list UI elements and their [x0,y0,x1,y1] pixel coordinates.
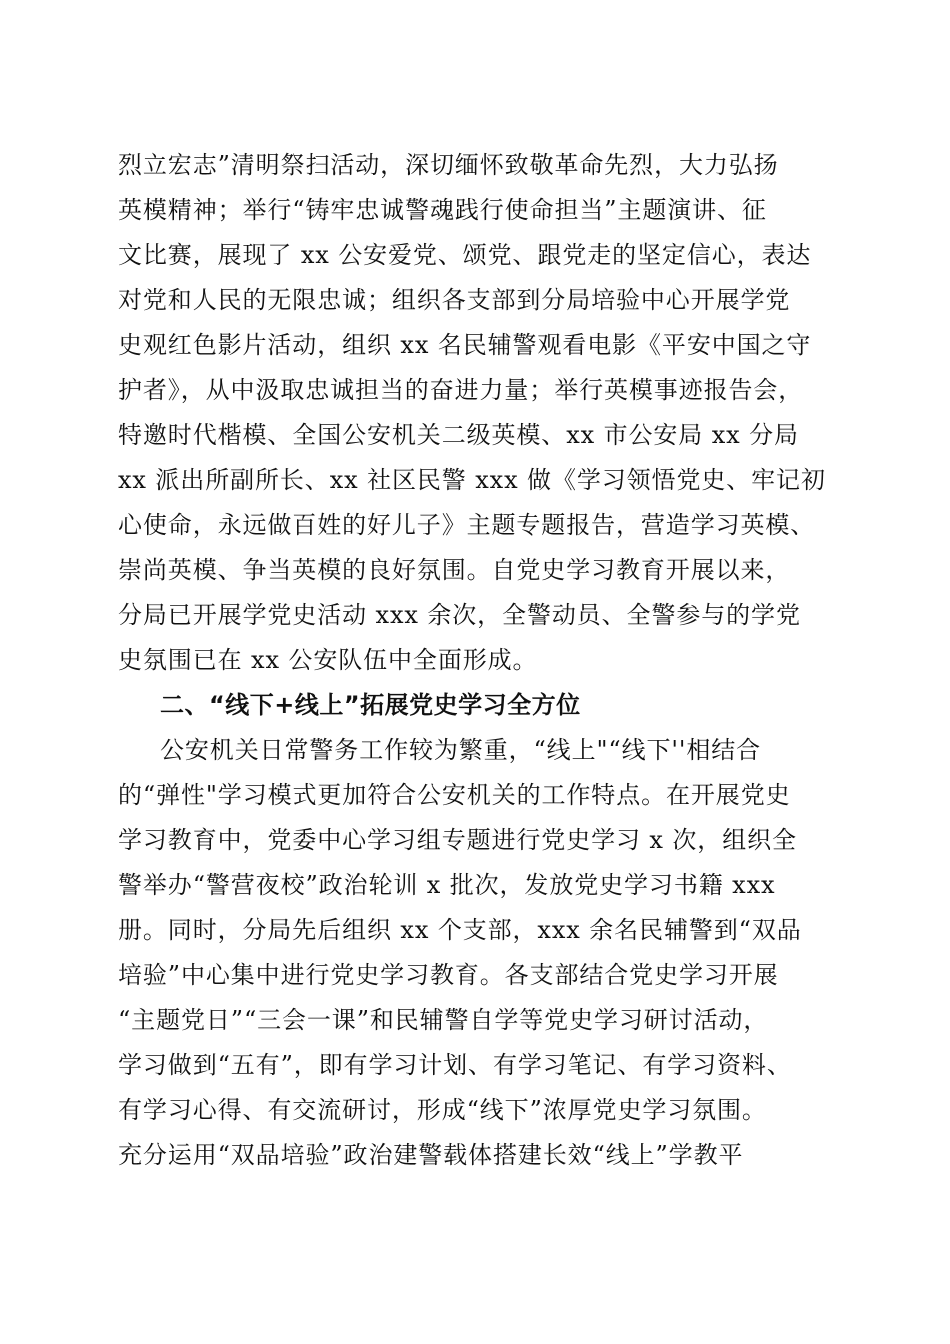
paragraph-line: 特邀时代楷模、全国公安机关二级英模、xx 市公安局 xx 分局 [118,421,799,449]
paragraph-line: 充分运用“双品培验”政治建警载体搭建长效“线上”学教平 [118,1141,744,1169]
paragraph-line: 崇尚英模、争当英模的良好氛围。自党史学习教育开展以来， [118,556,791,584]
paragraph-line: 公安机关日常警务工作较为繁重，“线上"“线下''相结合 [160,736,762,764]
paragraph-line: 的“弹性"学习模式更加符合公安机关的工作特点。在开展党史 [118,781,791,809]
paragraph-line: 学习教育中，党委中心学习组专题进行党史学习 x 次，组织全 [118,826,797,854]
paragraph-line: 册。同时，分局先后组织 xx 个支部，xxx 余名民辅警到“双品 [118,916,802,944]
section-2-heading: 二、“线下+线上”拓展党史学习全方位 [160,691,581,719]
paragraph-line: xx 派出所副所长、xx 社区民警 xxx 做《学习领悟党史、牢记初 [118,466,826,494]
paragraph-line: 培验”中心集中进行党史学习教育。各支部结合党史学习开展 [118,961,779,989]
paragraph-line: 心使命，永远做百姓的好儿子》主题专题报告，营造学习英模、 [118,511,816,539]
paragraph-line: 文比赛，展现了 xx 公安爱党、颂党、跟党走的坚定信心，表达 [118,241,812,269]
paragraph-line: 史氛围已在 xx 公安队伍中全面形成。 [118,646,538,674]
paragraph-line: 史观红色影片活动，组织 xx 名民辅警观看电影《平安中国之守 [118,331,812,359]
paragraph-line: 烈立宏志”清明祭扫活动，深切缅怀致敬革命先烈，大力弘扬 [118,151,779,179]
paragraph-line: 分局已开展学党史活动 xxx 余次，全警动员、全警参与的学党 [118,601,801,629]
paragraph-line: 有学习心得、有交流研讨，形成“线下”浓厚党史学习氛围。 [118,1096,767,1124]
paragraph-line: 警举办“警营夜校”政治轮训 x 批次，发放党史学习书籍 xxx [118,871,776,899]
paragraph-line: 学习做到“五有”，即有学习计划、有学习笔记、有学习资料、 [118,1051,792,1079]
paragraph-line: 英模精神；举行“铸牢忠诚警魂践行使命担当”主题演讲、征 [118,196,767,224]
paragraph-line: 护者》，从中汲取忠诚担当的奋进力量；举行英模事迹报告会， [118,376,804,404]
paragraph-line: “主题党日”“三会一课”和民辅警自学等党史学习研讨活动， [118,1006,769,1034]
paragraph-line: 对党和人民的无限忠诚；组织各支部到分局培验中心开展学党 [118,286,791,314]
